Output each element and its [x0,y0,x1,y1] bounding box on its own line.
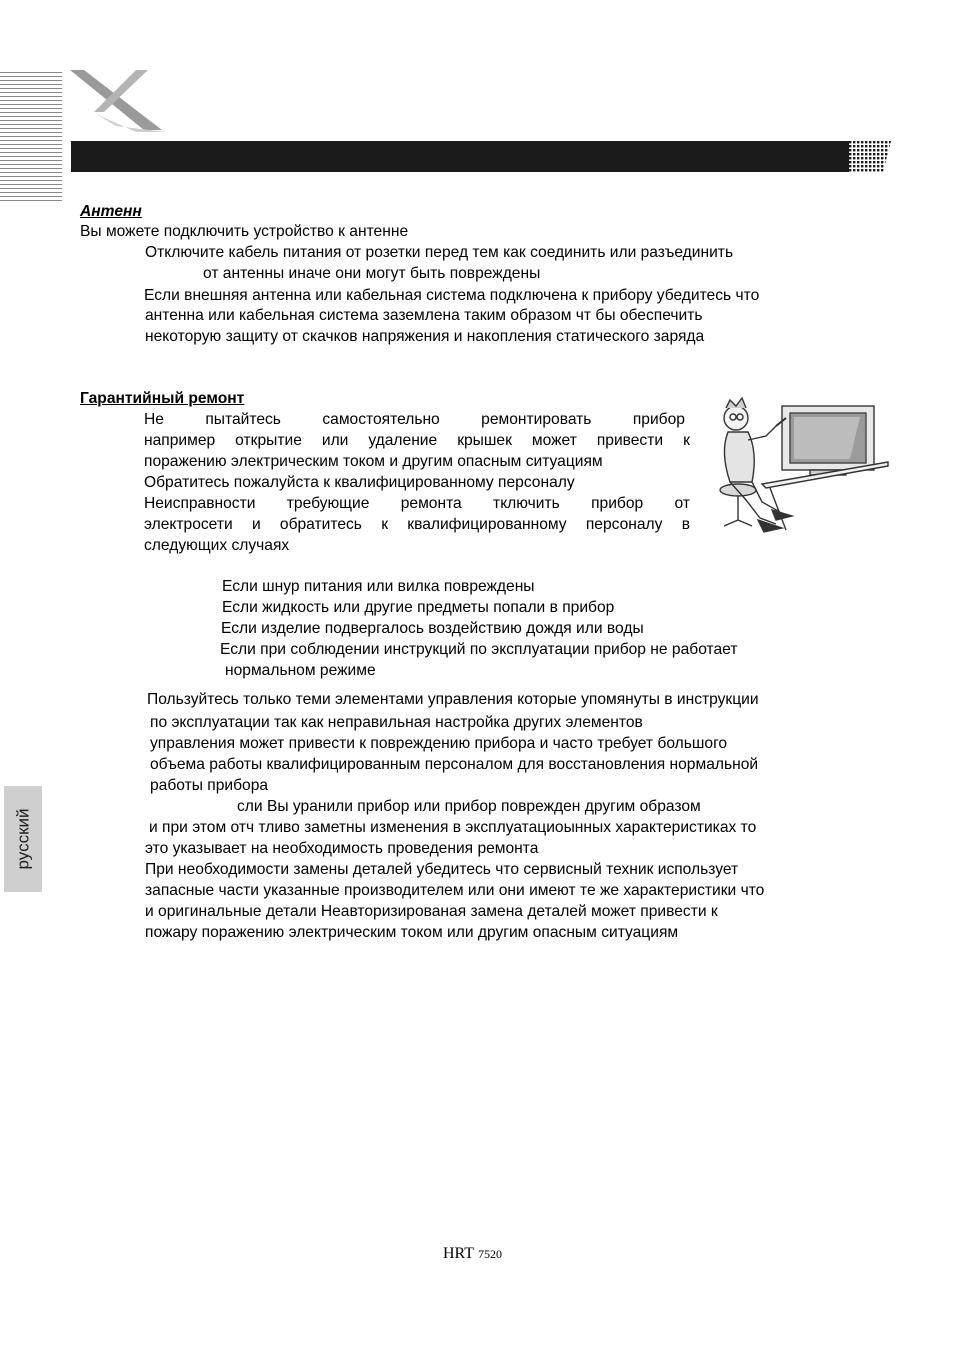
word: квалифицированному [407,516,567,533]
word: или [321,432,349,449]
word: Неисправности [144,495,256,512]
word: пытайтесь [205,411,281,428]
word: электросети [144,516,233,533]
word: и [251,516,261,533]
word: прибор [632,411,685,428]
case-item: нормальном режиме [225,662,376,679]
case-item: Если шнур питания или вилка повреждены [222,578,535,595]
word: например [144,432,216,449]
warranty-text-line: и при этом отч тливо заметны изменения в эксплуатациоынных характеристиках то [149,819,757,836]
word: персоналу [585,516,663,533]
warranty-text-line: по эксплуатации так как неправильная настройка других элементов [150,714,643,731]
case-item: Если изделие подвергалось воздействию дождя или воды [221,620,644,637]
warranty-heading: Гарантийный ремонт [80,390,245,407]
model-number: 7520 [478,1247,503,1261]
header-stripes [0,72,62,202]
word: в [681,516,690,533]
word: привести [596,432,664,449]
footer-model [443,1245,502,1263]
case-item: Если при соблюдении инструкций по эксплуатации прибор не работает [220,641,738,658]
word: удаление [368,432,438,449]
antenna-heading: Антенн [80,203,142,220]
warranty-line [144,495,690,513]
warranty-text-line: запасные части указанные производителем или они имеют те же характеристики что [145,882,765,899]
header-bar [71,141,849,172]
word: тключить [493,495,560,512]
word: от [674,495,690,512]
word: требующие [286,495,370,512]
antenna-line: Если внешняя антенна или кабельная система подключена к прибору убедитесь что [144,287,760,304]
warranty-line: Обратитесь пожалуйста к квалифицированному персоналу [144,474,575,491]
warranty-line [144,516,690,534]
warranty-text-line: Пользуйтесь только теми элементами управления которые упомянуты в инструкции [147,691,759,708]
warranty-text-line: управления может привести к повреждению прибора и часто требует большого [150,735,728,752]
antenna-line: Вы можете подключить устройство к антенне [80,223,409,240]
antenna-line: от антенны иначе они могут быть повреждены [203,265,541,282]
warranty-text-line: пожару поражению электрическим током или другим опасным ситуациям [145,924,679,941]
antenna-line: антенна или кабельная система заземлена таким образом чт бы обеспечить [145,307,703,324]
warranty-line: поражению электрическим током и другим опасным ситуациям [144,453,603,470]
word: к [381,516,389,533]
word: Не [144,411,164,428]
header-dots-icon [849,141,891,172]
antenna-line: Отключите кабель питания от розетки перед тем как соединить или разъединить [145,244,734,261]
technician-repairing-tv-illustration [700,392,890,537]
antenna-line: некоторую защиту от скачков напряжения и накопления статического заряда [145,328,705,345]
word: к [683,432,690,449]
word: ремонта [400,495,462,512]
warranty-line [144,411,685,429]
warranty-text-line: сли Вы уранили прибор или прибор поврежден другим образом [237,798,701,815]
model-name: HRT [443,1245,475,1262]
case-item: Если жидкость или другие предметы попали в прибор [222,599,615,616]
word: может [531,432,577,449]
word: ремонтировать [481,411,592,428]
warranty-text-line: объема работы квалифицированным персоналом для восстановления нормальной [150,756,759,773]
word: обратитесь [279,516,362,533]
warranty-line: следующих случаях [144,537,290,554]
x-logo-icon [66,66,170,134]
language-tab-label: русский [13,808,33,870]
word: самостоятельно [322,411,440,428]
word: открытие [235,432,302,449]
warranty-text-line: и оригинальные детали Неавторизированая замена деталей может привести к [145,903,718,920]
word: крышек [457,432,512,449]
word: прибор [591,495,644,512]
language-tab [4,786,42,892]
warranty-line [144,432,690,450]
warranty-text-line: это указывает на необходимость проведения ремонта [145,840,539,857]
warranty-text-line: работы прибора [150,777,269,794]
warranty-text-line: При необходимости замены деталей убедитесь что сервисный техник использует [145,861,739,878]
